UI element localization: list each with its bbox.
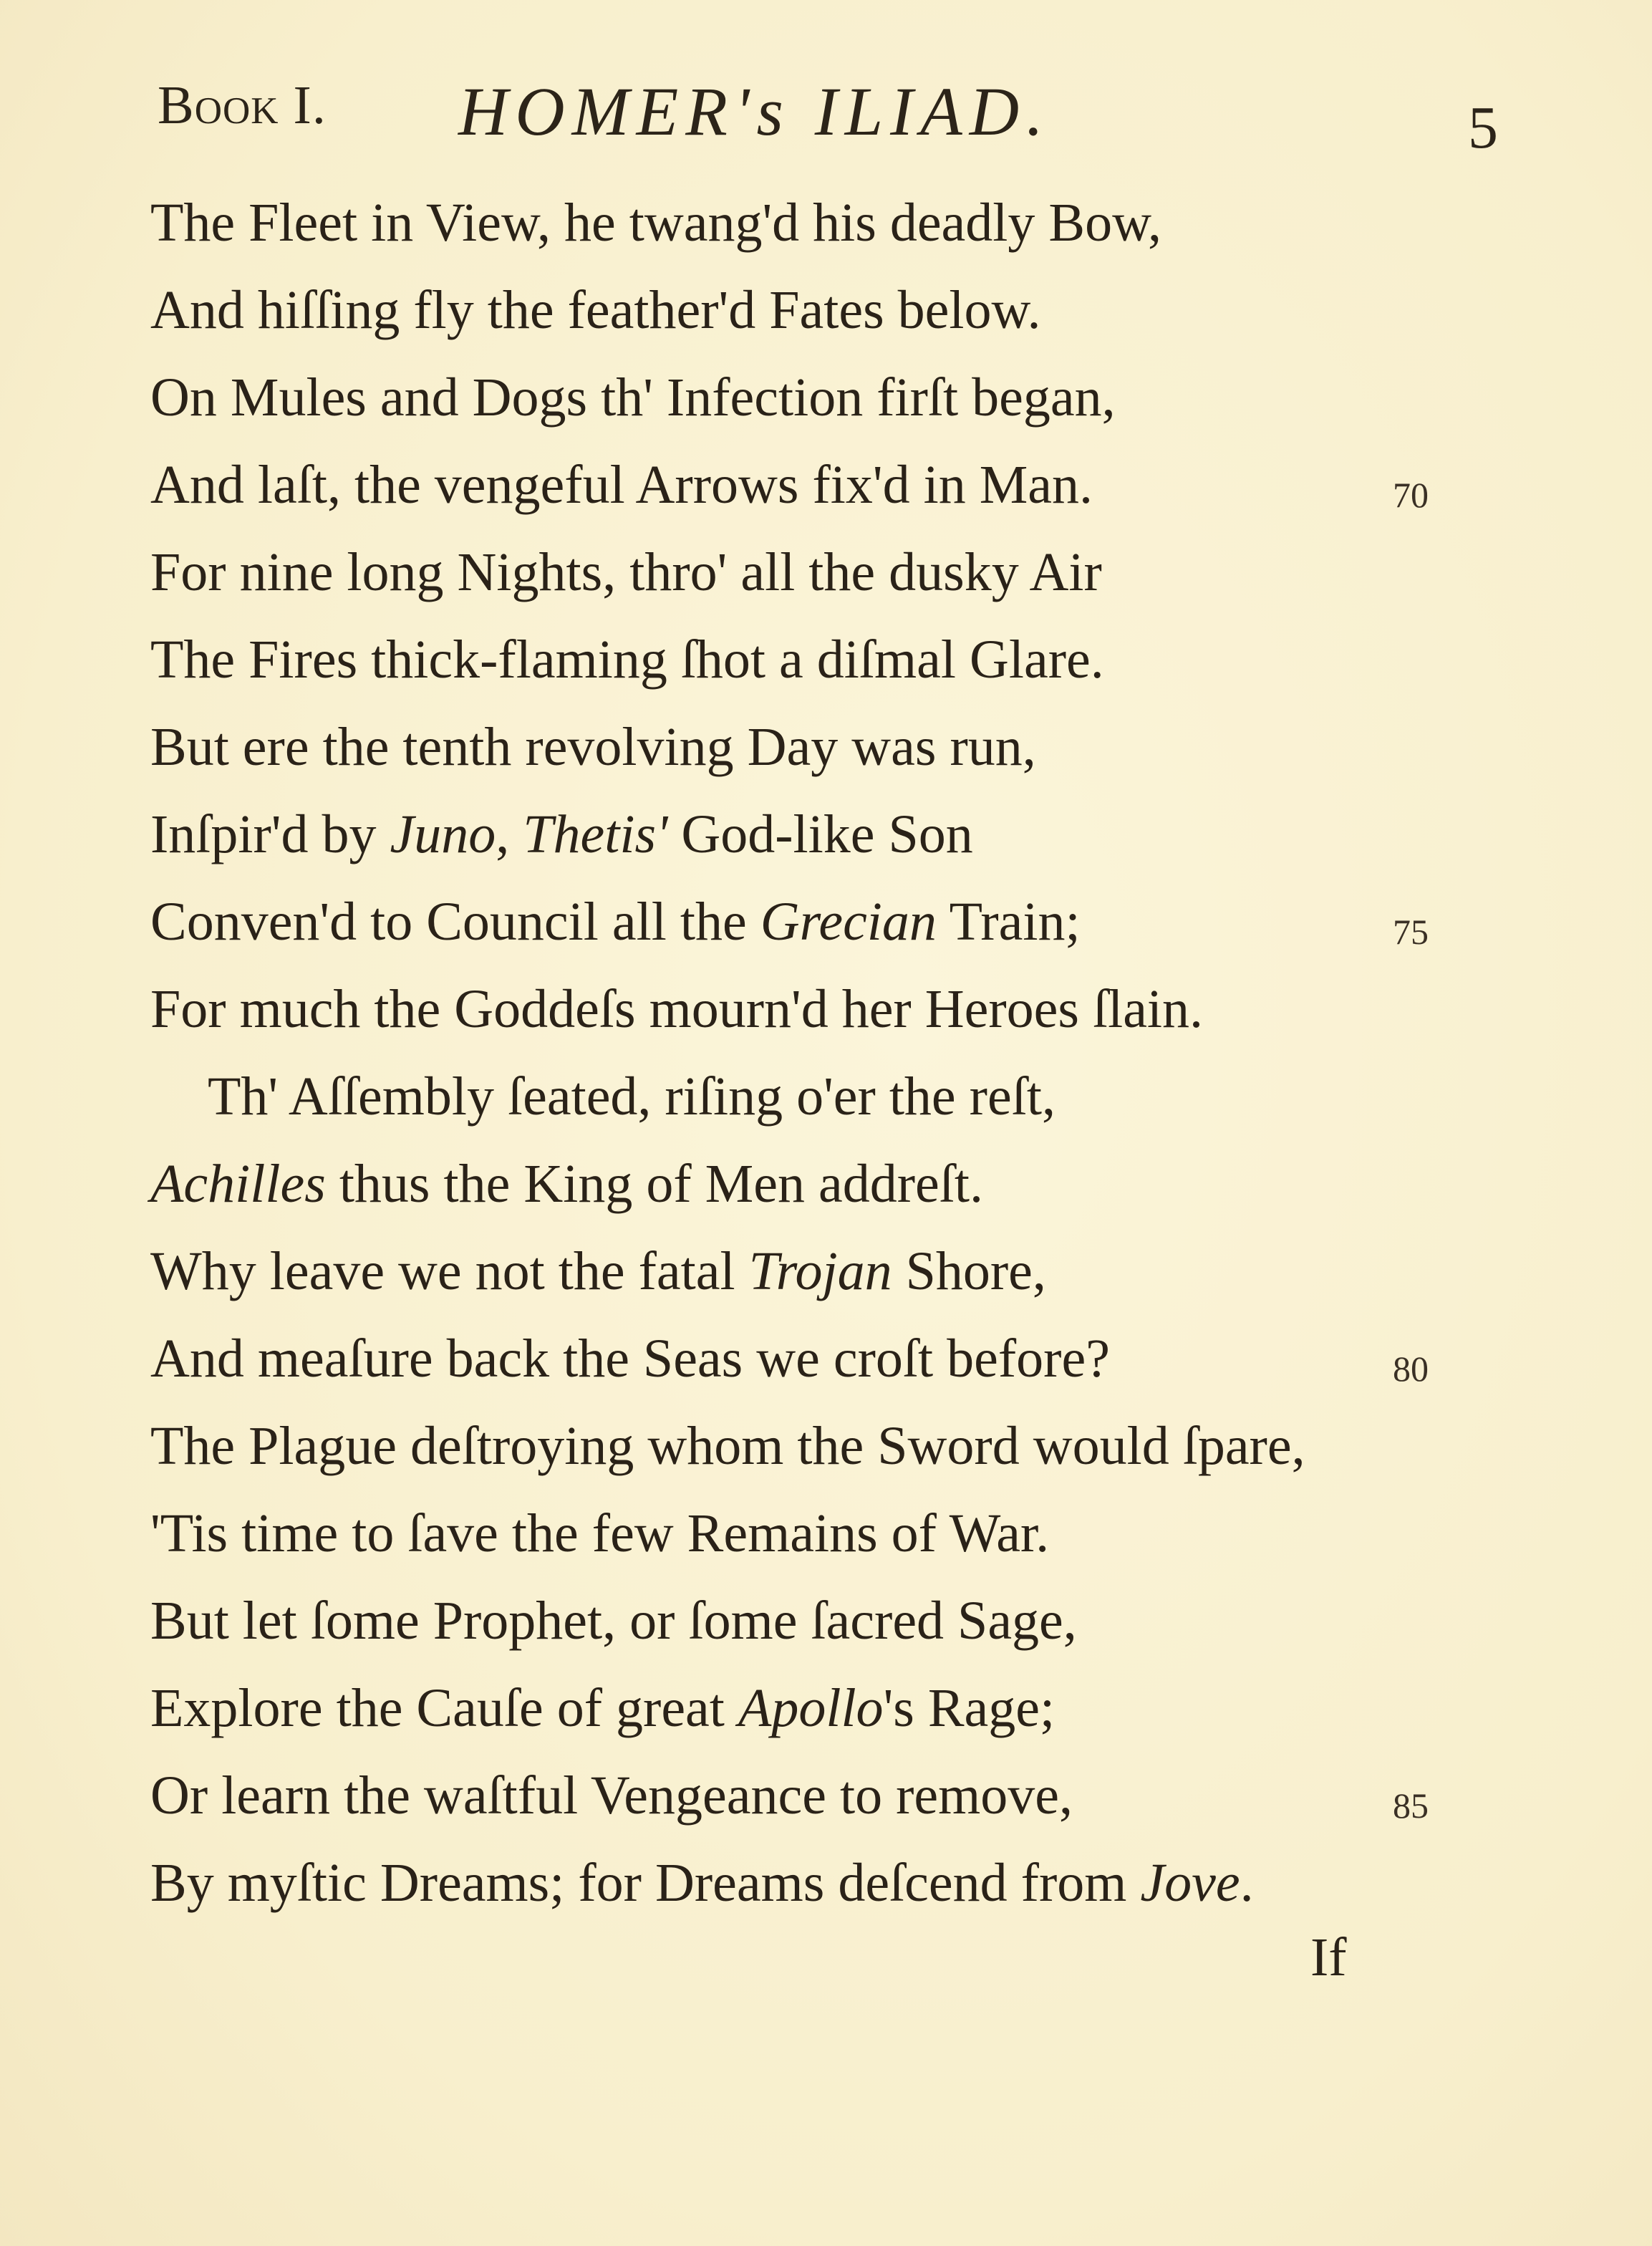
verse-line-text — [150, 1839, 1254, 1927]
verse-segment: Or learn the waſtful Vengeance to remove, — [150, 1765, 1073, 1826]
line-number: 70 — [1393, 475, 1429, 515]
verse-line-text — [208, 1053, 1056, 1140]
page-number: 5 — [1468, 95, 1498, 161]
verse-line-text — [150, 878, 1081, 965]
verse-line-text — [150, 354, 1116, 441]
verse-segment: Shore, — [892, 1241, 1046, 1301]
verse-segment: But ere the tenth revolving Day was run, — [150, 717, 1036, 777]
verse-line-text — [150, 1752, 1073, 1839]
verse-segment: Why leave we not the fatal — [150, 1241, 749, 1301]
italic-name: Grecian — [760, 892, 937, 952]
verse-line-text — [150, 529, 1102, 616]
running-header — [0, 72, 1652, 161]
verse-line-text — [150, 1664, 1055, 1752]
verse-line-text — [150, 1140, 983, 1228]
verse-line-text — [150, 965, 1203, 1053]
verse-segment: Train; — [936, 892, 1081, 952]
verse-segment: And hiſſing fly the feather'd Fates below. — [150, 280, 1041, 340]
italic-name: Achilles — [150, 1154, 326, 1214]
verse-segment: God-like Son — [667, 804, 973, 864]
verse-segment: . — [1240, 1853, 1254, 1913]
line-number: 80 — [1393, 1349, 1429, 1389]
verse-segment: The Fleet in View, he twang'd his deadly Bow, — [150, 193, 1162, 253]
verse-segment: For nine long Nights, thro' all the dusky Air — [150, 542, 1102, 602]
verse-line-text — [150, 616, 1104, 703]
verse-segment: The Plague deſtroying whom the Sword would ſpare, — [150, 1416, 1305, 1476]
verse-segment: On Mules and Dogs th' Infection firſt began, — [150, 367, 1116, 428]
verse-segment: The Fires thick-flaming ſhot a diſmal Glare. — [150, 630, 1104, 690]
line-number: 75 — [1393, 912, 1429, 952]
verse-segment: And laſt, the vengeful Arrows fix'd in Man. — [150, 455, 1093, 515]
verse-segment: thus the King of Men addreſt. — [325, 1154, 983, 1214]
verse-line-text — [150, 1577, 1077, 1664]
verse-segment: 's Rage; — [883, 1678, 1056, 1738]
verse-segment: Explore the Cauſe of great — [150, 1678, 738, 1738]
verse-segment: Inſpir'd by — [150, 804, 390, 864]
verse-segment: And meaſure back the Seas we croſt before? — [150, 1329, 1110, 1389]
verse-line-text — [150, 179, 1161, 266]
verse-segment: For much the Goddeſs mourn'd her Heroes ſlain. — [150, 979, 1204, 1039]
italic-name: Thetis' — [523, 804, 668, 864]
verse-line-text — [150, 1315, 1110, 1402]
verse-line-text — [150, 1490, 1049, 1577]
italic-name: Apollo — [738, 1678, 884, 1738]
verse-line-text — [150, 1402, 1305, 1490]
verse-line-text — [150, 791, 973, 878]
verse-line-text — [150, 441, 1093, 529]
verse-segment: Th' Aſſembly ſeated, riſing o'er the reſt, — [208, 1066, 1056, 1127]
verse-segment: But let ſome Prophet, or ſome ſacred Sage, — [150, 1591, 1077, 1651]
book-label: Book I. — [158, 75, 327, 135]
verse-segment: 'Tis time to ſave the few Remains of War. — [150, 1503, 1050, 1563]
verse-line-text — [150, 703, 1036, 791]
verse-segment: Conven'd to Council all the — [150, 892, 760, 952]
verse-segment: , — [496, 804, 523, 864]
running-title: HOMER's ILIAD. — [458, 73, 1051, 150]
catchword: If — [1310, 1927, 1347, 1987]
italic-name: Trojan — [748, 1241, 892, 1301]
verse-segment: By myſtic Dreams; for Dreams deſcend from — [150, 1853, 1141, 1913]
italic-name: Jove — [1140, 1853, 1240, 1913]
line-number: 85 — [1393, 1785, 1429, 1826]
verse-line-text — [150, 266, 1040, 354]
italic-name: Juno — [390, 804, 496, 864]
verse-line-text — [150, 1228, 1046, 1315]
